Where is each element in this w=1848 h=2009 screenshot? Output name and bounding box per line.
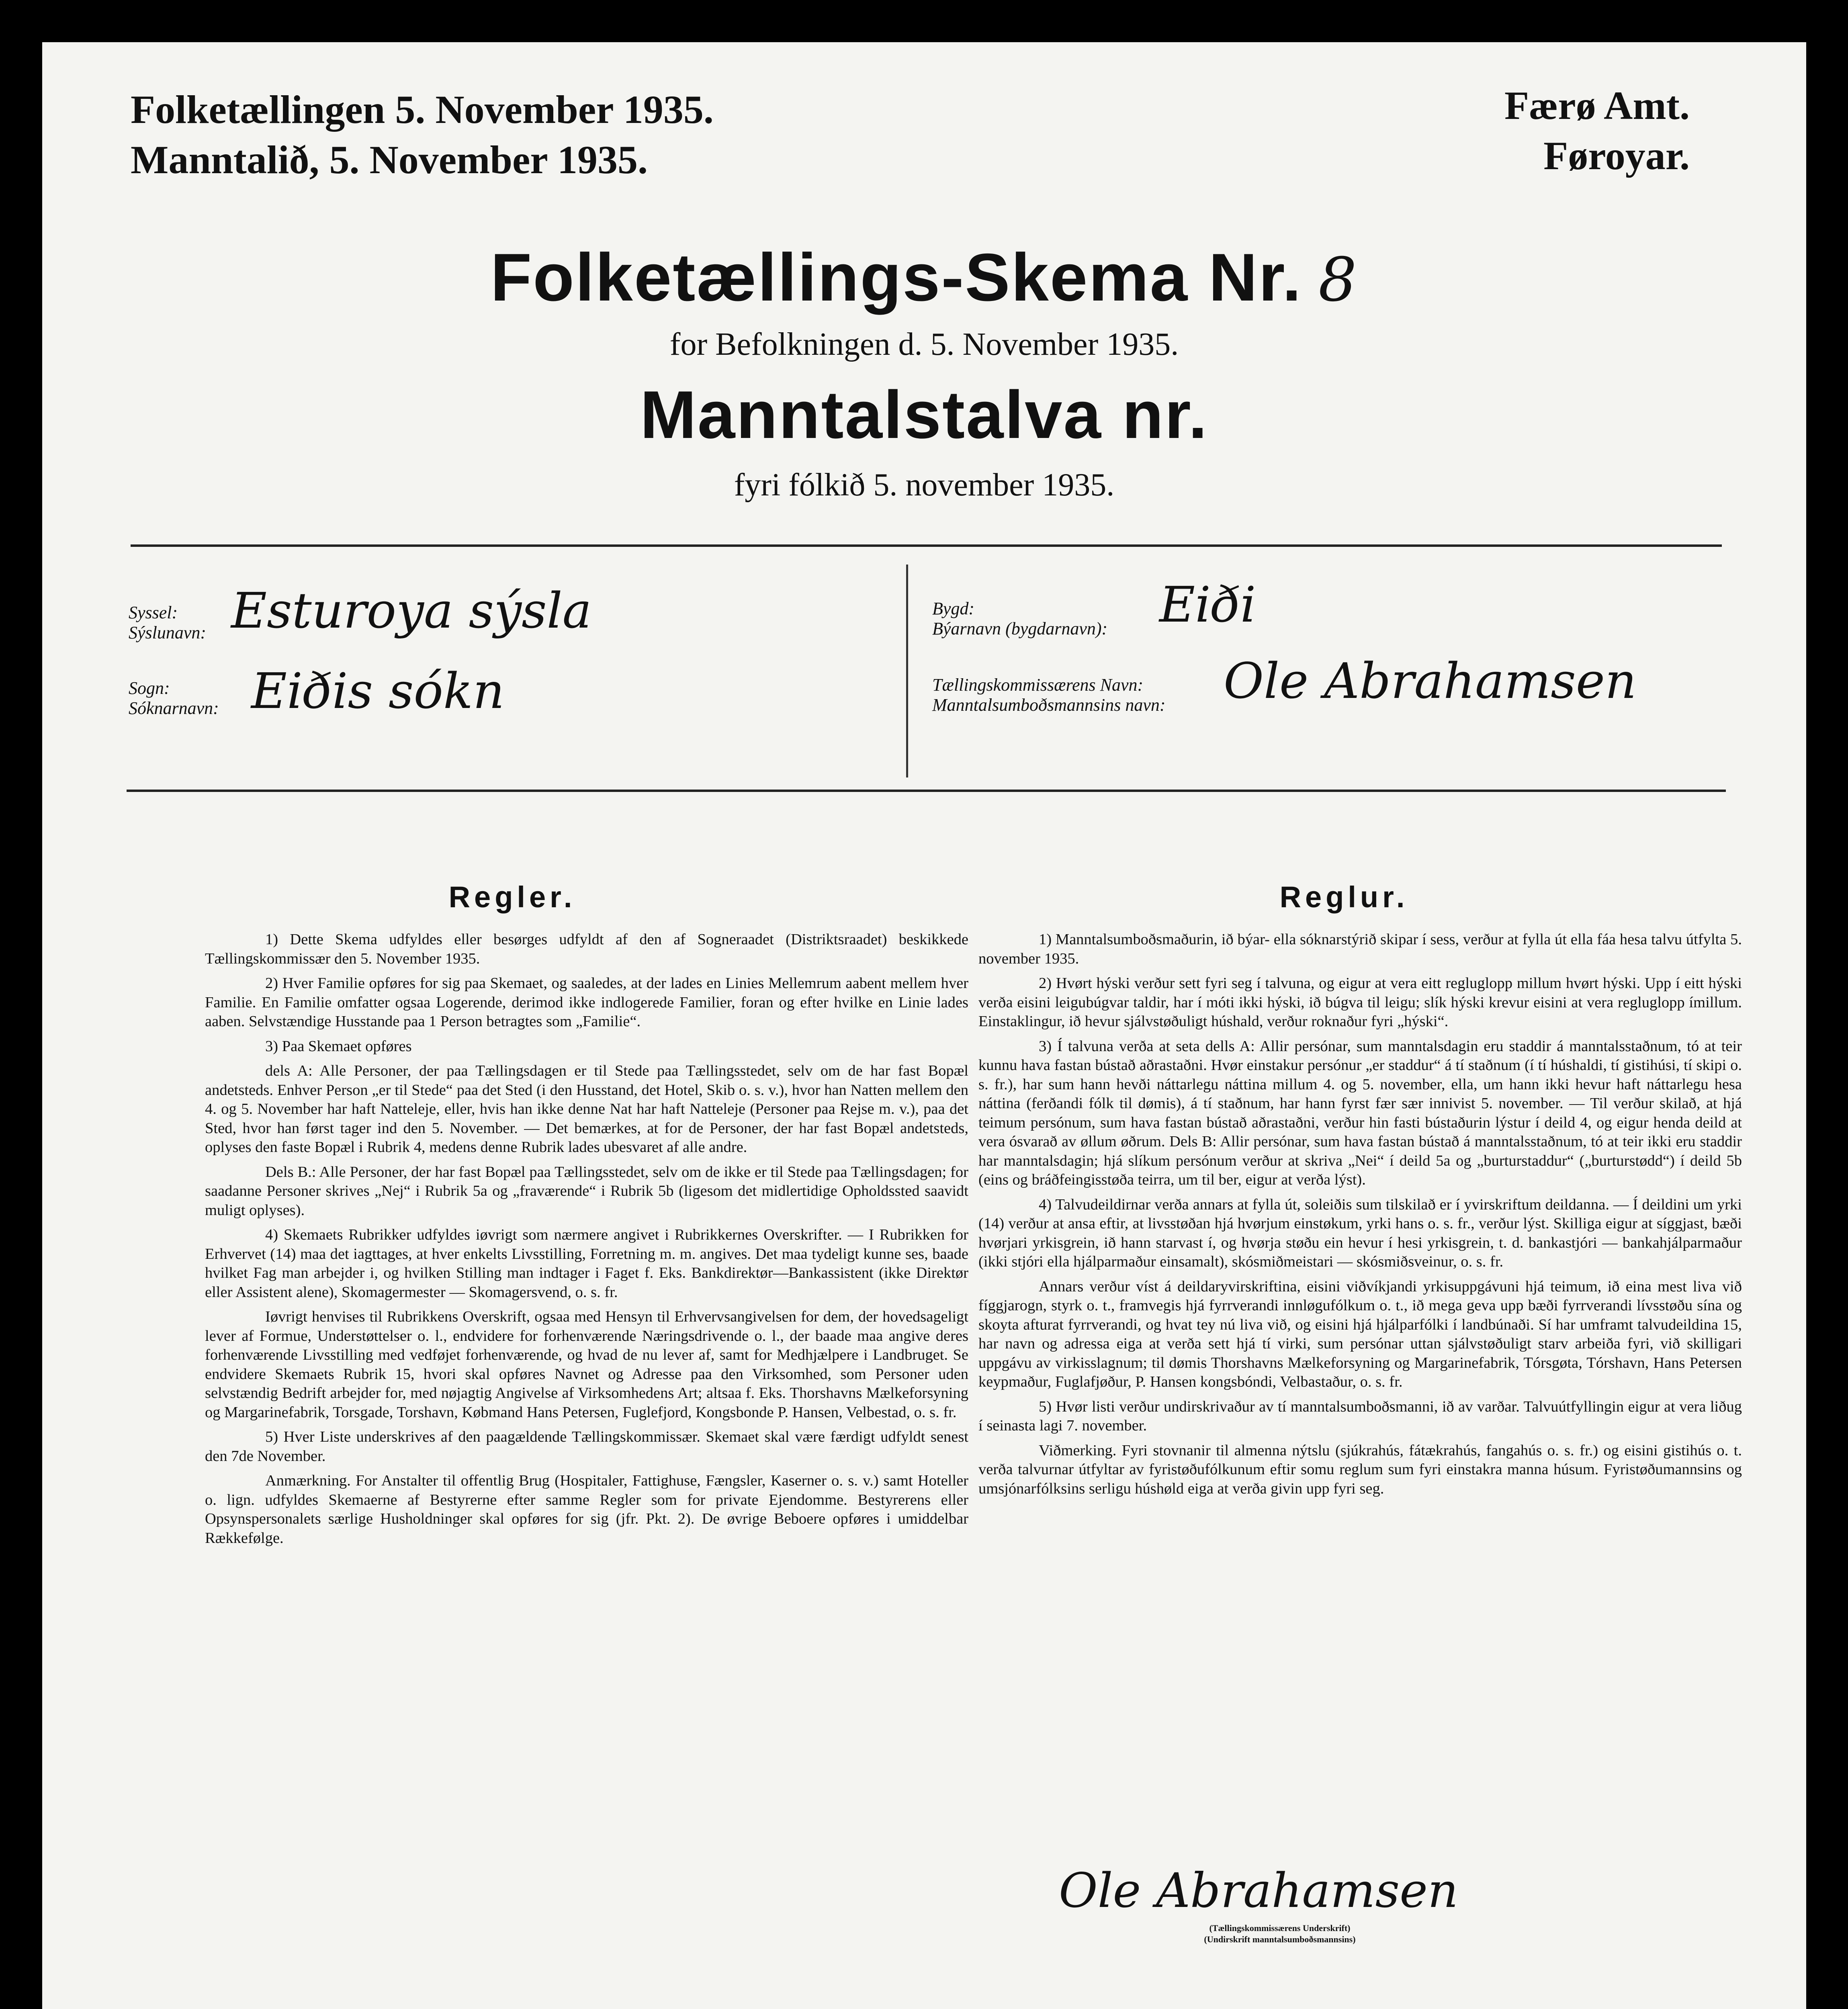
regler-rule-1: 1) Dette Skema udfyldes eller besørges udfyldt af den af Sogneraadet (Distriktsraadet) beskikkede Tællingskommissær den 5. November 1935. bbox=[205, 931, 968, 967]
top-divider bbox=[131, 544, 1722, 547]
reglur-rule-4b: Annars verður víst á deildaryvirskriftina, eisini viðvíkjandi yrkisuppgávuni hjá teimum, ið eina mest liva við fíggjarogn, styrk o. t., framvegis hjá fyrrverandi innløgufólkum o. t., ið mega geva upp bæði fyrrverandi lívsstøðu sína og skoyta afturat fyrrverandi, og hvat tey nú liva við, og eisini hjá hjálparfólki í landbúnaði. Sí har umframt talvudeildina 15, har navn og adressa eiga at verða sett hjá tí virki, sum persónar uttan sjálvstøðuligt starv arbeiða fyri, við skilligari uppgávu av virkisslagnum; til dømis Thorshavns Mælkeforsyning og Margarinefabrik, Tórsgøta, Tórshavn, Hans Petersen keypmaður, Fuglafjøður, P. Hansen kongsbóndi, Velbastaður, o. s. fr. bbox=[978, 1278, 1742, 1390]
sogn-value: Eiðis sókn bbox=[251, 663, 505, 720]
commissioner-value: Ole Abrahamsen bbox=[1224, 653, 1637, 710]
header-left bbox=[131, 84, 714, 185]
reglur-note: Viðmerking. Fyri stovnanir til almenna nýtslu (sjúkrahús, fátækrahús, fangahús o. s. fr.) og eisini gistihús o. t. verða talvurnar útfyltar av fyristøðufólkunum eftir somu reglum sum fyri einstakra manna húsum. Fyristøðumannsins og umsjónarfólksins serligu húshøld eiga at verða givin upp fyri seg. bbox=[978, 1442, 1742, 1497]
regler-rule-4: 4) Skemaets Rubrikker udfyldes iøvrigt som nærmere angivet i Rubrikkernes Overskrifter. — I Rubrikken for Erhvervet (14) maa det iagttages, at hver enkelts Livsstilling, Forretning m. m. angives. Det maa tydeligt kunne ses, baade hvilket Fag man arbejder i, og hvilken Stilling man indtager i Faget f. Eks. Bankdirektør—Bankassistent (ikke Direktør eller Assistent alene), Skomagermester — Skomagersvend, o. s. fr. bbox=[205, 1226, 968, 1301]
reglur-rule-4: 4) Talvudeildirnar verða annars at fylla út, soleiðis sum tilskilað er í yvirskriftum deildanna. — Í deildini um yrki (14) verður at ansa eftir, at livsstøðan hjá hvørjum einstøkum, yrki hans o. s. fr., verður lýst. Skilliga eigur at síggjast, bæði hvørjari yrkisgrein, ið hann starvast í, og hvørja støðu ein hevur í hesi yrkisgrein, t. d. bankastjóri — bankahjálparmaður (ikki stjóri ella hjálparmaður einsamalt), skósmiðmeistari — skósmiðsveinur, o. s. fr. bbox=[978, 1196, 1742, 1270]
reglur-rule-1: 1) Manntalsumboðsmaðurin, ið býar- ella sóknarstýrið skipar í sess, verður at fylla út ella fáa hesa talvu útfylta 5. november 1935. bbox=[978, 931, 1742, 967]
regler-note: Anmærkning. For Anstalter til offentlig Brug (Hospitaler, Fattighuse, Fængsler, Kaserner o. s. v.) samt Hoteller o. lign. udfyldes Skemaerne af Bestyrerne efter samme Regler som for private Ejendomme. Bestyrerens eller Opsynspersonalets særlige Husholdninger skal opføres for sig (jfr. Pkt. 2). De øvrige Beboere opføres i umiddelbar Rækkefølge. bbox=[205, 1472, 968, 1547]
reglur-rule-5: 5) Hvør listi verður undirskrivaður av tí manntalsumboðsmanni, ið av varðar. Talvuútfyllingin eigur at vera liðug í seinasta lagi 7. november. bbox=[978, 1398, 1742, 1434]
header-county-danish: Færø Amt. bbox=[1504, 83, 1690, 128]
regler-column bbox=[205, 930, 968, 1553]
regler-rule-4b: Iøvrigt henvises til Rubrikkens Overskrift, ogsaa med Hensyn til Erhvervsangivelsen for dem, der hovedsageligt lever af Formue, Understøttelser o. l., endvidere for forhenværende Næringsdrivende o. l., der baade maa angive deres forhenværende Livsstilling med vedføjet forhenværende, og hvad de nu lever af, samt for Medhjælpere i Landbruget. Se endvidere Skemaets Rubrik 15, hvori skal opføres Navnet og Adresse paa den Virksomhed, som Personer uden selvstændig Bedrift arbejder for, med nøjagtig Angivelse af Virksomhedens Art; altsaa f. Eks. Thorshavns Mælkeforsyning og Margarinefabrik, Torsgade, Torshavn, Købmand Hans Petersen, Fuglefjord, Kongsbonde P. Hansen, Velbestad, o. s. fr. bbox=[205, 1308, 968, 1421]
header-county-faroese: Føroyar. bbox=[1543, 133, 1690, 178]
commissioner-label: Tællingskommissærens Navn: Manntalsumboðsmannsins navn: bbox=[932, 675, 1166, 715]
signature-caption-faroese: (Undirskrift manntalsumboðsmannsins) bbox=[1204, 1934, 1356, 1944]
fields-bottom-divider bbox=[127, 790, 1726, 792]
reglur-heading: Reglur. bbox=[1279, 880, 1409, 914]
regler-rule-3a: dels A: Alle Personer, der paa Tællingsdagen er til Stede paa Tællingsstedet, selv om de har fast Bopæl andetsteds. Enhver Person „er til Stede“ paa det Sted (i den Husstand, det Hotel, Skib o. s. v.), hvor han Natten mellem den 4. og 5. November har haft Natteleje, eller, hvis han ikke denne Nat har haft Natteleje (Personer paa Rejse m. v.), paa det Sted, hvor han først tager ind den 5. November. — Det bemærkes, at for de Personer, der har fast Bopæl andetsteds, oplyses den faste Bopæl i Rubrik 4, medens denne Rubrik lades ubesvaret af alle andre. bbox=[205, 1062, 968, 1156]
signature-caption bbox=[1119, 1923, 1441, 1945]
bygd-value: Eiði bbox=[1159, 576, 1256, 633]
form-subtitle-danish: for Befolkningen d. 5. November 1935. bbox=[669, 327, 1179, 362]
form-title-text: Folketællings-Skema Nr. bbox=[490, 239, 1302, 315]
form-title-danish bbox=[42, 235, 1806, 322]
regler-rule-3: 3) Paa Skemaet opføres bbox=[265, 1037, 412, 1055]
reglur-rule-3: 3) Í talvuna verða at seta dells A: Allir persónar, sum manntalsdagin eru staddir á manntalsstaðnum, tó at teir kunnu hava fastan bústað aðrastaðni. Hvør einstakur persónur „er staddur“ á tí staðnum (í tí húshaldi, tí gistihúsi, tí skipi o. s. fr.), har sum hann hevði náttarlegu náttina millum 4. og 5. november, ella, um hann ikki hevur haft náttarlegu hesa náttina (ferðandi fólk til dømis), á tí staðnum, har hann fyrst fær sær innivist 5. november. — Til verður skilað, at hjá teimum persónum, sum hava fastan bústað aðrastaðni, verður hin fasti bústaðurin lýstur í deild 4, og eigur henda deild at vera ósvarað av øllum øðrum. Dels B: Allir persónar, sum hava fastan bústað á manntalsstaðnum, tó at teir ikki eru staddir har manntalsdagin; hjá slíkum persónum verður at skriva „Nei“ í deild 5a og „burturstaddur“ („burturstødd“) í deild 5b (eins og bráðfeingisstøða teirra, um til ber, eigur at verða lýst). bbox=[978, 1037, 1742, 1188]
commissioner-signature: Ole Abrahamsen bbox=[1059, 1863, 1458, 1918]
regler-rule-3b: Dels B.: Alle Personer, der har fast Bopæl paa Tællingsstedet, selv om de ikke er til Stede paa Tællingsdagen; for saadanne Personer skrives „Nej“ i Rubrik 5a og „fraværende“ i Rubrik 5b (ligesom det midlertidige Opholdssted saavidt muligt oplyses). bbox=[205, 1163, 968, 1219]
syssel-label: Syssel: Sýslunavn: bbox=[129, 603, 207, 642]
census-form-sheet bbox=[42, 42, 1806, 2009]
sogn-label: Sogn: Sóknarnavn: bbox=[129, 678, 219, 718]
reglur-column bbox=[978, 930, 1742, 1504]
regler-rule-2: 2) Hver Familie opføres for sig paa Skemaet, og saaledes, at der lades en Linies Mellemrum aabent mellem hver Familie. En Familie omfatter ogsaa Logerende, derimod ikke indlogerede Familier, foran og efter hvilke en Linie lades aaben. Selvstændige Husstande paa 1 Person betragtes som „Familie“. bbox=[205, 975, 968, 1030]
form-title-faroese: Manntalstalva nr. bbox=[640, 377, 1209, 452]
syssel-value: Esturoya sýsla bbox=[231, 582, 592, 639]
regler-rule-5: 5) Hver Liste underskrives af den paagældende Tællingskommissær. Skemaet skal være færdigt udfyldt senest den 7de November. bbox=[205, 1428, 968, 1465]
bygd-label: Bygd: Býarnavn (bygdarnavn): bbox=[932, 599, 1108, 638]
header-census-faroese: Manntalið, 5. November 1935. bbox=[131, 137, 648, 182]
signature-caption-danish: (Tællingskommissærens Underskrift) bbox=[1209, 1923, 1351, 1933]
regler-heading: Regler. bbox=[448, 880, 576, 914]
form-subtitle-faroese: fyri fólkið 5. november 1935. bbox=[734, 467, 1115, 503]
header-right bbox=[1504, 80, 1690, 181]
reglur-rule-2: 2) Hvørt hýski verður sett fyri seg í talvuna, og eigur at vera eitt regluglopp millum hvørt hýski. Upp í eitt hýski verða eisini leigubúgvar taldir, har í móti ikki hýski, ið búgva til leigu; slík hýski krevur eisini at vera regluglopp ímillum. Einstaklingur, ið hevur sjálvstøðuligt húshald, verður roknaður fyri „hýski“. bbox=[978, 975, 1742, 1030]
field-column-divider bbox=[906, 565, 908, 777]
form-titles bbox=[42, 235, 1806, 507]
header-census-danish: Folketællingen 5. November 1935. bbox=[131, 87, 714, 132]
form-number-handwritten: 8 bbox=[1318, 245, 1358, 315]
